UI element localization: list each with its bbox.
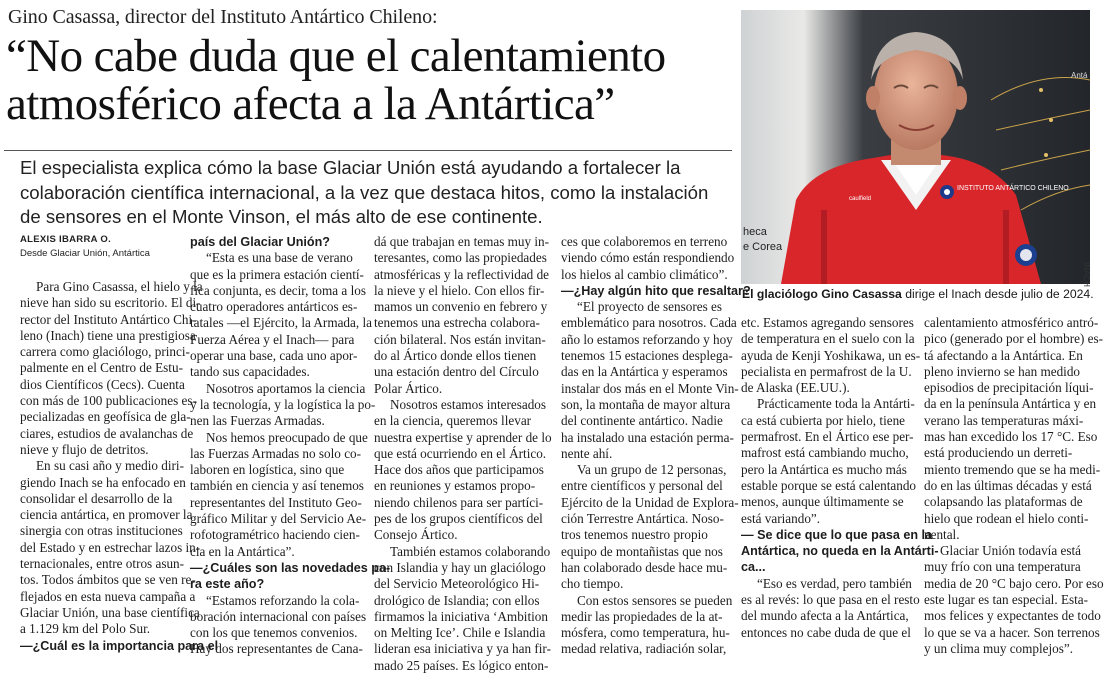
article-column-4 [561, 234, 751, 658]
body-text-line: tá afectando a la Antártica. En [924, 347, 1083, 363]
body-text-line: consolidar el desarrollo de la [20, 490, 173, 506]
body-text-line: ces que colaboremos en terreno [561, 234, 728, 249]
body-text-line: del Estado y en estrechar lazos in- [20, 539, 201, 555]
body-text-line: Con estos sensores se pueden [577, 592, 733, 608]
body-text-line: En su casi año y medio diri- [36, 458, 184, 474]
body-text-line: sinergia con otras instituciones [20, 523, 183, 539]
jacket-logo-text: INSTITUTO ANTÁRTICO CHILENO [957, 185, 1069, 192]
body-text-line: nente ahí. [561, 445, 613, 461]
body-text-line: tos. Todos ámbitos que se ven re- [20, 572, 196, 588]
map-label: Antá [1071, 71, 1088, 80]
body-text-line: hielo que rodean el hielo conti- [924, 510, 1089, 526]
photo-credit: INACH [1082, 262, 1091, 287]
body-text-line: Hay dos representantes de Cana- [190, 641, 363, 657]
body-text-line: pes de los grupos científicos del [374, 511, 543, 527]
question-line: ca... [741, 560, 766, 575]
body-text-line: es al revés: lo que pasa en el resto [741, 592, 920, 608]
body-text-line: muy frío con una temperatura [924, 559, 1081, 575]
body-text-line: cuatro operadores antárticos es- [190, 299, 358, 315]
body-text-line: Glaciar Unión todavía está [940, 543, 1081, 559]
body-text-line: con los que tenemos convenios. [190, 625, 358, 641]
body-text-line: Polar Ártico. [374, 380, 443, 396]
body-text-line: que está ocurriendo en el Ártico. [374, 445, 547, 461]
body-text-line: lo que se va a hacer. Son terrenos [924, 624, 1100, 640]
body-text-line: da en la península Antártica y en [924, 396, 1097, 412]
body-text-line: mamos un convenio en febrero y [374, 299, 548, 315]
question-line: —¿Cuál es la importancia para el [20, 638, 219, 653]
deck-line: de sensores en el Monte Vinson, el más alto de ese continente. [20, 206, 543, 227]
body-text-line: media de 20 °C bajo cero. Por eso [924, 575, 1104, 591]
body-text-line: está variando”. [741, 510, 821, 526]
portrait-photo [741, 10, 1090, 284]
body-text-line: estable porque se está calentando [741, 477, 917, 493]
caption-bold: El glaciólogo Gino Casassa [742, 287, 902, 301]
map-label: heca [743, 226, 767, 238]
question-line: — Se dice que lo que pasa en la [741, 527, 933, 542]
body-text-line: carrera como glaciólogo, princi- [20, 344, 190, 360]
body-text-line: que es la primera estación cientí- [190, 266, 364, 282]
body-text-line: y la tecnología, y la logística la po- [190, 396, 376, 412]
body-text-line: son, la montaña de mayor altura [561, 396, 731, 412]
body-text-line: equipo de montañistas que nos [561, 543, 723, 559]
article-column-6 [924, 315, 1104, 657]
body-text-line: Ejército de la Unidad de Explora- [561, 494, 739, 510]
body-text-line: mado 25 países. Es lógico enton- [374, 657, 549, 673]
body-text-line: Consejo Ártico. [374, 527, 458, 543]
body-text-line: medad relativa, radiación solar, [561, 641, 727, 657]
headline-line: “No cabe duda que el calentamiento [6, 30, 666, 82]
body-text-line: palmente en el Centro de Estu- [20, 360, 183, 376]
question-line: —¿Hay algún hito que resaltar? [561, 283, 751, 298]
article-column-1 [20, 279, 219, 654]
body-text-line: drológico de Islandia; con ellos [374, 592, 540, 608]
body-text-line: Hace dos años que participamos [374, 462, 544, 478]
caption-text: dirige el Inach desde julio de 2024. [901, 287, 1094, 301]
body-text-line: operar una base, cada uno apor- [190, 348, 358, 364]
body-text-line: y un clima muy complejos”. [924, 640, 1074, 656]
body-text-line: instalar dos más en el Monte Vin- [561, 380, 739, 396]
body-text-line: nuestra expertise y aprender de lo [374, 429, 552, 445]
body-text-line: tando sus capacidades. [190, 364, 310, 380]
body-text-line: Nosotros aportamos la ciencia [206, 380, 366, 396]
body-text-line: on Melting Ice’. Chile e Islandia [374, 625, 546, 641]
body-text-line: “Eso es verdad, pero también [757, 575, 912, 591]
body-text-line: también en ciencia y así tenemos [190, 478, 364, 494]
body-text-line: firmamos la iniciativa ‘Ambition [374, 608, 548, 624]
body-text-line: colapsando las plataformas de [924, 494, 1083, 510]
body-text-line: año lo estamos reforzando y hoy [561, 331, 733, 347]
body-text-line: representantes del Instituto Geo- [190, 494, 362, 510]
body-text-line: ayuda de Kenji Yoshikawa, un es- [741, 347, 921, 363]
body-text-line: ción Terrestre Antártica. Noso- [561, 511, 724, 527]
article-column-3 [374, 234, 553, 674]
body-text-line: leno (Inach) tiene una prestigiosa [20, 327, 196, 343]
body-text-line: fica conjunta, es decir, toma a los [190, 282, 366, 298]
body-text-line: mas han excedido los 17 °C. Eso [924, 429, 1098, 445]
body-text-line: pero la Antártica es mucho más [741, 461, 907, 477]
divider [4, 150, 732, 151]
body-text-line: en reuniones y estamos propo- [374, 478, 536, 494]
body-text-line: ternacionales, entre otros asun- [20, 556, 185, 572]
body-text-line: rector del Instituto Antártico Chi- [20, 311, 197, 327]
body-text-line: teresantes, como las propiedades [374, 250, 547, 266]
body-text-line: pecialista en permafrost de la U. [741, 363, 912, 379]
body-text-line: do en las últimas décadas y está [924, 477, 1092, 493]
deck [20, 156, 734, 230]
body-text-line: dá que trabajan en temas muy in- [374, 234, 550, 249]
body-text-line: mafrost está cambiando mucho, [741, 445, 909, 461]
body-text-line: das en la Antártica y esperamos [561, 364, 728, 380]
body-text-line: ciares, estudios de avalanchas de [20, 425, 194, 441]
body-text-line: del mundo afecta a la Antártica, [741, 608, 909, 624]
body-text-line: verano las temperaturas máxi- [924, 412, 1084, 428]
body-text-line: está produciendo un derreti- [924, 445, 1073, 461]
article-column-5 [741, 315, 939, 641]
body-text-line: menos, aunque últimamente se [741, 494, 904, 510]
body-text-line: la nieve y el hielo. Con ellos fir- [374, 282, 545, 298]
body-text-line: ha instalado una estación perma- [561, 429, 734, 445]
body-text-line: ción bilateral. Nos están invitan- [374, 331, 546, 347]
body-text-line: giendo Inach se ha enfocado en [20, 474, 186, 490]
question-line: —¿Cuáles son las novedades pa- [190, 560, 391, 575]
question-line: ra este año? [190, 577, 265, 592]
question-line: país del Glaciar Unión? [190, 235, 330, 249]
article-column-2 [190, 234, 391, 658]
headline-line: atmosférico afecta a la Antártica” [6, 78, 615, 130]
body-text-line: gráfico Militar y del Servicio Ae- [190, 511, 367, 527]
question-line: Antártica, no queda en la Antárti- [741, 544, 939, 559]
body-text-line: mósfera, como temperatura, hu- [561, 625, 730, 641]
body-text-line: los hielos al cambio climático”. [561, 266, 728, 282]
body-text-line: flejados en esta nueva campaña a [20, 588, 196, 604]
byline [20, 234, 150, 259]
body-text-line: de temperatura en el suelo con la [741, 331, 915, 347]
body-text-line: miento tremendo que se ha medi- [924, 461, 1101, 477]
body-text-line: este lugar es tan especial. Esta- [924, 592, 1089, 608]
body-text-line: episodios de precipitación líqui- [924, 380, 1094, 396]
body-text-line: lideran esa iniciativa y ya han fir- [374, 641, 551, 657]
body-text-line: tenemos 15 estaciones desplega- [561, 348, 733, 364]
body-text-line: viendo cómo están respondiendo [561, 250, 735, 266]
body-text-line: en la ciencia, queremos llevar [374, 413, 532, 429]
body-text-line: Para Gino Casassa, el hielo y la [36, 279, 203, 294]
body-text-line: tatales —el Ejército, la Armada, la [190, 315, 372, 331]
body-text-line: rofotogramétrico haciendo cien- [190, 527, 360, 543]
body-text-line: ciencia antártica, en promover la [20, 507, 193, 523]
body-text-line: nental. [924, 526, 960, 542]
body-text-line: tenemos una estrecha colabora- [374, 315, 540, 331]
body-text-line: “El proyecto de sensores es [577, 299, 723, 315]
body-text-line: calentamiento atmosférico antró- [924, 315, 1099, 330]
body-text-line: “Esta es una base de verano [206, 250, 353, 266]
body-text-line: han colaborado desde hace mu- [561, 559, 728, 575]
body-text-line: medir las propiedades de la at- [561, 608, 723, 624]
deck-line: colaboración científica internacional, a la vez que destaca hitos, como la instalación [20, 181, 709, 203]
body-text-line: nieve y flujo de detritos. [20, 441, 149, 457]
author-name: ALEXIS IBARRA O. [20, 234, 112, 245]
map-label: e Corea [743, 241, 783, 253]
body-text-line: nen las Fuerzas Armadas. [190, 413, 325, 429]
body-text-line: Prácticamente toda la Antárti- [757, 396, 915, 412]
body-text-line: do al Ártico donde ellos tienen [374, 348, 537, 364]
sleeve-logo-text: caulfield [849, 196, 872, 202]
body-text-line: entonces no cabe duda de que el [741, 624, 911, 640]
body-text-line: las Fuerzas Armadas no solo co- [190, 445, 362, 461]
kicker: Gino Casassa, director del Instituto Antártico Chileno: [8, 6, 438, 28]
body-text-line: Nos hemos preocupado de que [206, 429, 368, 445]
body-text-line: mos felices y expectantes de todo [924, 608, 1101, 624]
body-text-line: con más de 100 publicaciones es- [20, 393, 197, 409]
body-text-line: boración internacional con países [190, 608, 367, 624]
body-text-line: de Alaska (EE.UU.). [741, 380, 850, 396]
body-text-line: del Servicio Meteorológico Hi- [374, 576, 540, 592]
body-text-line: dios Científicos (Cecs). Cuenta [20, 376, 185, 392]
body-text-line: Va un grupo de 12 personas, [577, 462, 727, 478]
body-text-line: pleno invierno se han medido [924, 363, 1081, 379]
body-text-line: “Estamos reforzando la cola- [206, 592, 360, 608]
body-text-line: pecializadas en geofísica de gla- [20, 409, 191, 425]
body-text-line: emblemático para nosotros. Cada [561, 315, 737, 331]
body-text-line: del continente antártico. Nadie [561, 413, 723, 429]
body-text-line: Nosotros estamos interesados [390, 396, 547, 412]
body-text-line: cho tiempo. [561, 576, 624, 592]
body-text-line: a 1.129 km del Polo Sur. [20, 621, 151, 637]
body-text-line: niendo chilenos para ser partíci- [374, 494, 544, 510]
photo-caption [742, 287, 1092, 301]
body-text-line: una estación dentro del Círculo [374, 364, 539, 380]
deck-line: El especialista explica cómo la base Glaciar Unión está ayudando a fortalecer la [20, 157, 681, 178]
body-text-line: etc. Estamos agregando sensores [741, 315, 914, 330]
body-text-line: nieve han sido su escritorio. El di- [20, 295, 201, 311]
body-text-line: con Islandia y hay un glaciólogo [374, 559, 546, 575]
headline [6, 32, 734, 128]
body-text-line: También estamos colaborando [390, 543, 551, 559]
body-text-line: ca está cubierta por hielo, tiene [741, 412, 906, 428]
author-location: Desde Glaciar Unión, Antártica [20, 248, 150, 259]
body-text-line: Glaciar Unión, una base científica [20, 604, 200, 620]
body-text-line: Fuerza Aérea y el Inach— para [190, 331, 355, 347]
body-text-line: cia en la Antártica”. [190, 543, 295, 559]
body-text-line: tros tenemos nuestro propio [561, 527, 708, 543]
body-text-line: pico (generado por el hombre) es- [924, 331, 1104, 347]
body-text-line: laboren en logística, sino que [190, 462, 345, 478]
body-text-line: permafrost. En el Ártico ese per- [741, 429, 914, 445]
body-text-line: entre científicos y personal del [561, 478, 723, 494]
body-text-line: atmosféricas y la reflectividad de [374, 266, 550, 282]
